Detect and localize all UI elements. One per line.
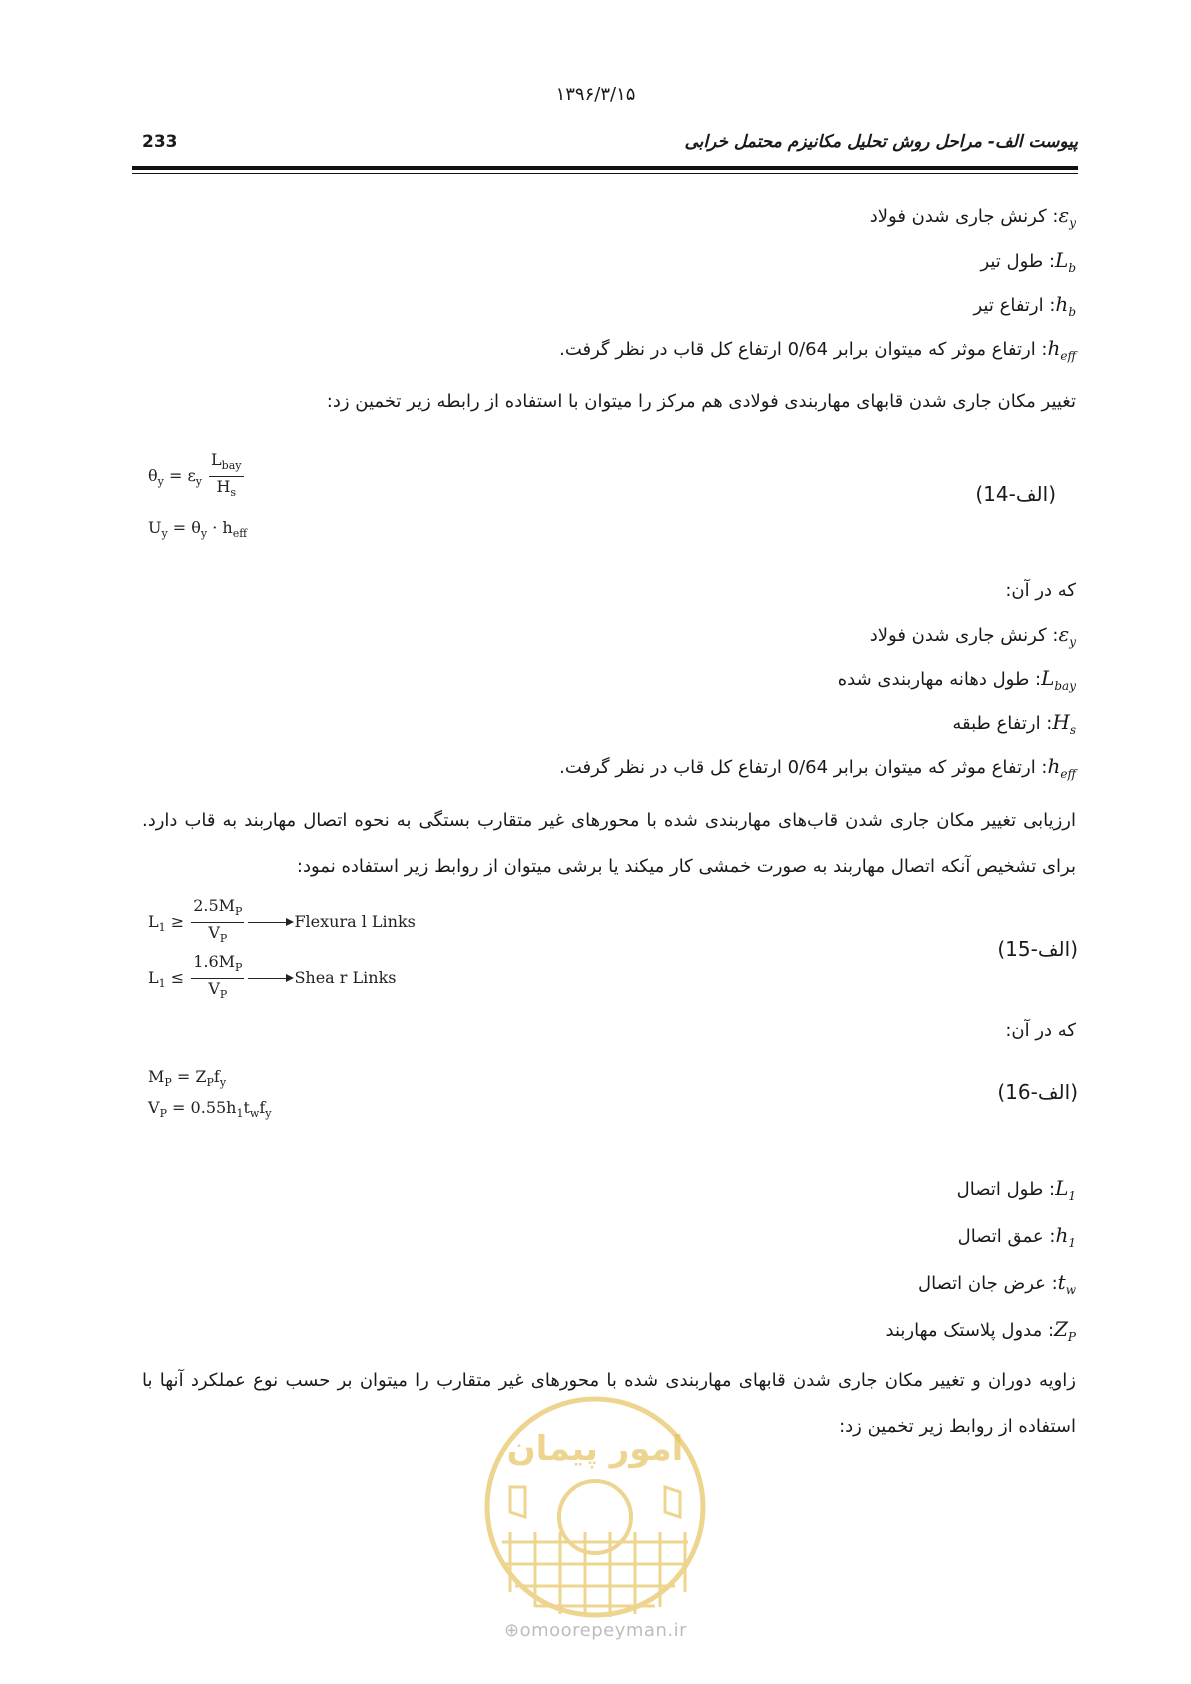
definition-symbol: $h_1$ bbox=[1055, 1223, 1076, 1250]
paragraph: زاویه دوران و تغییر مکان جاری شدن قابهای مهاربندی شده با محورهای غیر متقارب را میتوان بر حسب نوع عملکرد آنها با استفاده از روابط زیر تخمین زد: bbox=[142, 1370, 1076, 1437]
paragraph: تغییر مکان جاری شدن قابهای مهاربندی فولادی هم مرکز را میتوان با استفاده از رابطه زیر تخمین زد: bbox=[326, 391, 1076, 412]
fraction: $\frac{1.6M_P}{V_P}$ bbox=[193, 952, 243, 1001]
definition-text: : عرض جان اتصال bbox=[917, 1273, 1058, 1294]
page-number: 233 bbox=[142, 132, 178, 152]
header-rule-thick bbox=[132, 166, 1078, 170]
globe-icon: ⊕ bbox=[504, 1620, 520, 1641]
definition-symbol: $\varepsilon_y$ bbox=[1058, 203, 1076, 230]
definition-text: : طول تیر bbox=[980, 251, 1056, 272]
fraction: $\frac{2.5M_P}{V_P}$ bbox=[193, 896, 243, 945]
equation-15-label: (الف-15) bbox=[997, 937, 1078, 961]
seal-watermark-logo bbox=[480, 1392, 710, 1622]
definition-symbol: $L_1$ bbox=[1055, 1176, 1076, 1203]
fraction: $\frac{L_{bay}}{H_s}$ bbox=[211, 450, 242, 499]
definition-item bbox=[958, 1223, 1076, 1250]
definition-item bbox=[886, 1317, 1076, 1344]
equation-16-label: (الف-16) bbox=[997, 1080, 1078, 1104]
definition-item bbox=[559, 754, 1076, 781]
arrow-icon bbox=[248, 922, 292, 923]
running-title: پیوست الف- مراحل روش تحلیل مکانیزم محتمل خرابی bbox=[684, 132, 1078, 152]
equation-14-line-1: $\theta_y = \varepsilon_y$ $\frac{L_{bay}}{H_s}$ bbox=[148, 450, 246, 503]
definition-symbol: $h_{eff}$ bbox=[1047, 754, 1076, 781]
definition-text: : ارتفاع موثر که میتوان برابر 0/64 ارتفاع کل قاب در نظر گرفت. bbox=[559, 757, 1048, 778]
equation-14-label: (الف-14) bbox=[975, 482, 1056, 506]
definition-symbol: $L_{bay}$ bbox=[1041, 666, 1076, 693]
definition-text: : عمق اتصال bbox=[957, 1226, 1056, 1247]
definition-text: : ارتفاع طبقه bbox=[952, 713, 1053, 734]
definition-symbol: $Z_P$ bbox=[1054, 1317, 1076, 1344]
definition-item bbox=[559, 336, 1076, 363]
svg-text:امور پیمان: امور پیمان bbox=[506, 1429, 684, 1469]
watermark-url: ⊕omoorepeyman.ir bbox=[504, 1620, 687, 1641]
header-date: ۱۳۹۶/۳/۱۵ bbox=[555, 84, 636, 105]
definition-item bbox=[952, 710, 1076, 737]
definition-symbol: $\varepsilon_y$ bbox=[1058, 622, 1076, 649]
equation-16-line-2: $V_P = 0.55h_1t_wf_y$ bbox=[148, 1098, 272, 1120]
arrow-icon bbox=[248, 978, 292, 979]
definition-text: : کرنش جاری شدن فولاد bbox=[869, 206, 1059, 227]
equation-15-line-2: $L_1$ ≤ $\frac{1.6M_P}{V_P}$ Shea r Links bbox=[148, 952, 396, 1005]
definition-symbol: $h_b$ bbox=[1055, 292, 1076, 319]
definition-item bbox=[838, 666, 1076, 693]
equation-16-line-1: $M_P = Z_Pf_y$ bbox=[148, 1067, 227, 1089]
definition-item bbox=[974, 292, 1077, 319]
definition-item bbox=[870, 622, 1076, 649]
where-label: که در آن: bbox=[1005, 1020, 1076, 1041]
paragraph: ارزیابی تغییر مکان جاری شدن قاب‌های مهاربندی شده با محورهای غیر متقارب بستگی به نحوه اتصال مهاربند به قاب دارد. برای تشخیص آنکه اتصال مهاربند به صورت خمشی کار میکند یا برشی میتوان از روابط زیر استفاده نمود: bbox=[142, 810, 1076, 877]
equation-15-line-1: $L_1$ ≥ $\frac{2.5M_P}{V_P}$ Flexura l Links bbox=[148, 896, 416, 949]
definition-item bbox=[918, 1270, 1076, 1297]
header-rule-thin bbox=[132, 173, 1078, 174]
definition-item bbox=[957, 1176, 1076, 1203]
definition-item bbox=[870, 203, 1076, 230]
where-label: که در آن: bbox=[1005, 580, 1076, 601]
definition-symbol: $L_b$ bbox=[1055, 248, 1076, 275]
definition-text: : طول دهانه مهاربندی شده bbox=[837, 669, 1042, 690]
definition-text: : ارتفاع موثر که میتوان برابر 0/64 ارتفاع کل قاب در نظر گرفت. bbox=[559, 339, 1048, 360]
definition-symbol: $h_{eff}$ bbox=[1047, 336, 1076, 363]
definition-text: : ارتفاع تیر bbox=[973, 295, 1056, 316]
definition-text: : کرنش جاری شدن فولاد bbox=[869, 625, 1059, 646]
definition-item bbox=[980, 248, 1076, 275]
definition-text: : مدول پلاستک مهاربند bbox=[885, 1320, 1055, 1341]
definition-text: : طول اتصال bbox=[956, 1179, 1056, 1200]
definition-symbol: $t_w$ bbox=[1057, 1270, 1076, 1297]
definition-symbol: $H_s$ bbox=[1052, 710, 1076, 737]
equation-14-line-2: $U_y = \theta_y \cdot h_{eff}$ bbox=[148, 518, 248, 540]
